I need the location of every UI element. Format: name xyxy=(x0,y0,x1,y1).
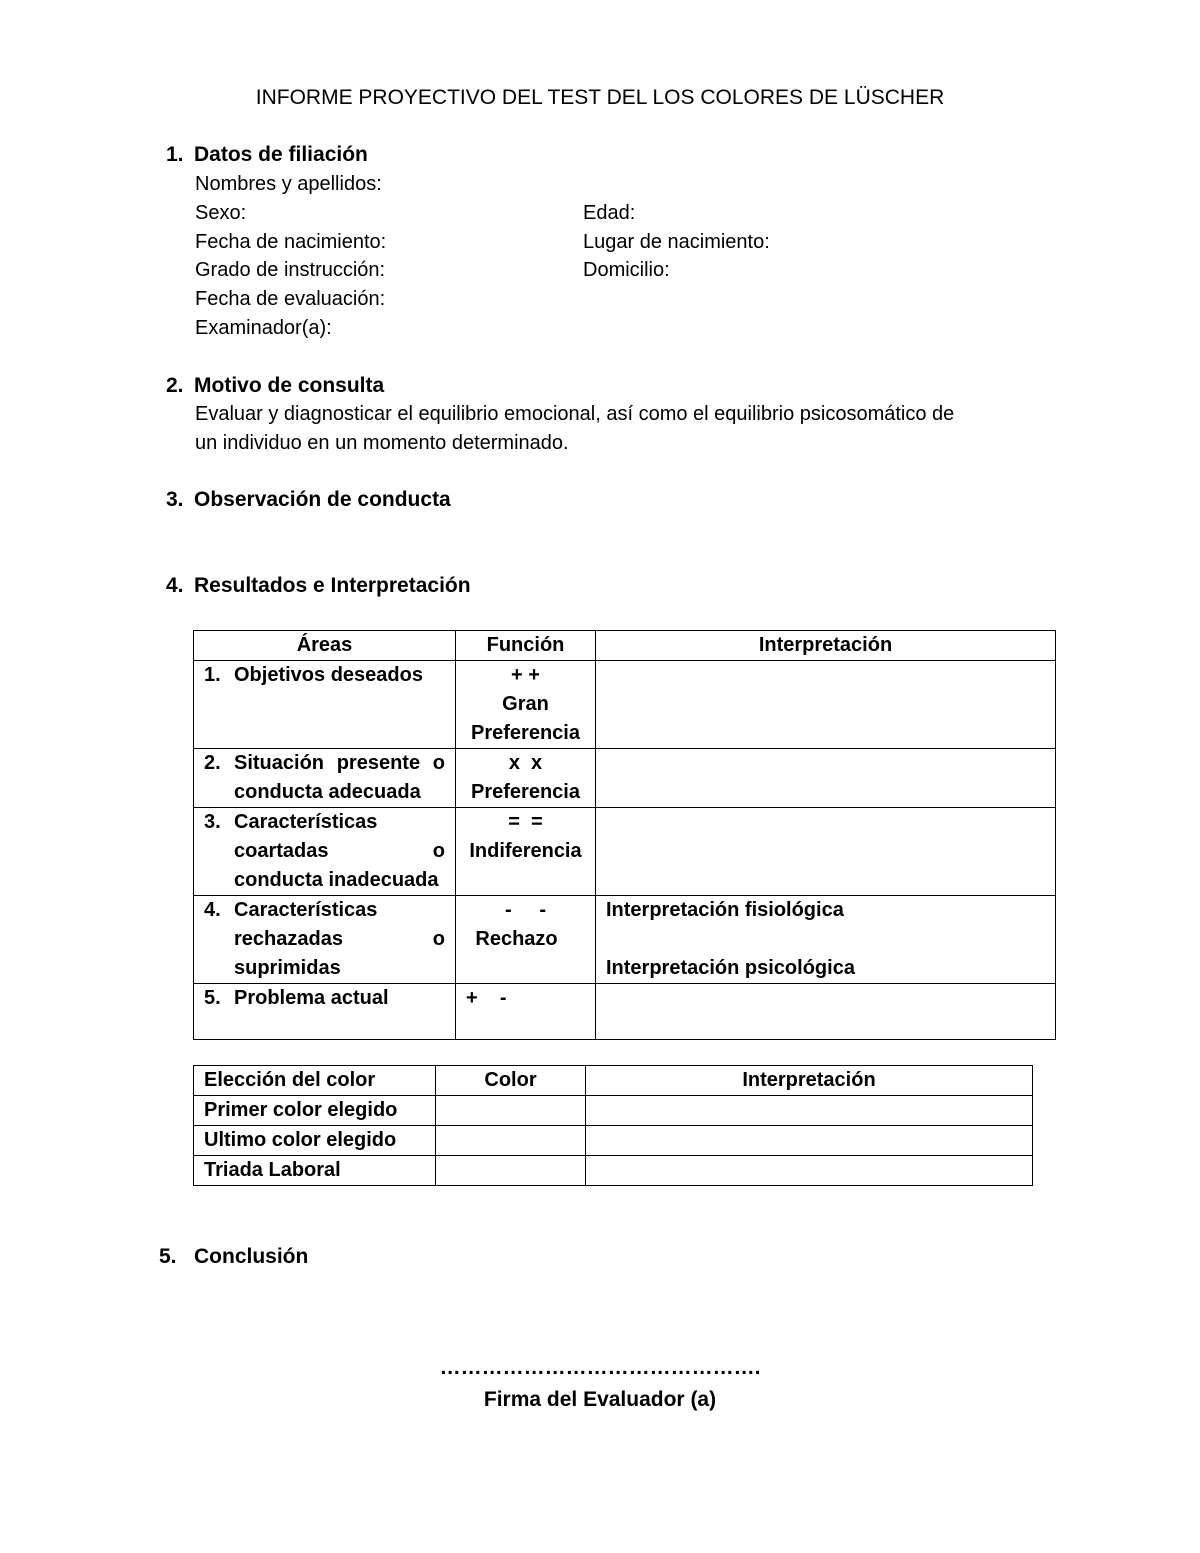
section-number: 3. xyxy=(166,488,184,511)
header-color: Color xyxy=(436,1066,586,1096)
area-number: 2. xyxy=(204,752,221,774)
function-text: Indiferencia xyxy=(469,840,582,862)
function-symbol: = = xyxy=(508,811,543,833)
signature-line: ………………………………………. xyxy=(439,1356,761,1379)
table-header-row xyxy=(194,631,1056,661)
function-text: Preferencia xyxy=(471,722,580,744)
area-cell xyxy=(194,896,456,984)
function-text: Rechazo xyxy=(475,928,558,950)
section-label: Conclusión xyxy=(194,1245,309,1268)
table-header-row xyxy=(194,1066,1033,1096)
section-1-heading xyxy=(166,143,368,167)
function-cell xyxy=(456,661,596,749)
area-text: Características xyxy=(234,811,378,833)
color-cell[interactable] xyxy=(436,1096,586,1126)
function-text: Preferencia xyxy=(471,781,580,803)
section-label: Observación de conducta xyxy=(194,488,451,511)
section-label: Datos de filiación xyxy=(194,143,368,166)
table-row xyxy=(194,661,1056,749)
section-number: 2. xyxy=(166,374,184,397)
area-text: Situación presente o xyxy=(234,752,445,774)
area-text: Problema actual xyxy=(234,987,389,1009)
choice-label: Triada Laboral xyxy=(194,1156,436,1186)
function-symbol: x x xyxy=(508,752,543,774)
area-cell xyxy=(194,984,456,1040)
header-funcion: Función xyxy=(456,631,596,661)
section-4-heading xyxy=(166,574,471,598)
section-label: Resultados e Interpretación xyxy=(194,574,471,597)
field-fecha-evaluacion: Fecha de evaluación: xyxy=(195,288,386,310)
areas-table xyxy=(193,630,1056,1040)
area-number: 3. xyxy=(204,811,221,833)
signature-label: Firma del Evaluador (a) xyxy=(483,1388,717,1411)
function-symbol: + + xyxy=(511,664,540,686)
field-examinador: Examinador(a): xyxy=(195,317,332,339)
interpretation-cell[interactable] xyxy=(586,1126,1033,1156)
interpretation-cell[interactable] xyxy=(596,984,1056,1040)
function-symbol: - - xyxy=(504,899,547,921)
area-text: Objetivos deseados xyxy=(234,664,423,686)
section-label: Motivo de consulta xyxy=(194,374,385,397)
field-grado-instruccion: Grado de instrucción: xyxy=(195,259,386,281)
section-number: 4. xyxy=(166,574,184,597)
field-lugar-nacimiento: Lugar de nacimiento: xyxy=(583,231,770,253)
field-fecha-nacimiento: Fecha de nacimiento: xyxy=(195,231,387,253)
area-text: rechazadas o xyxy=(234,928,445,950)
area-text: conducta inadecuada xyxy=(234,869,439,891)
field-sexo: Sexo: xyxy=(195,202,247,224)
color-cell[interactable] xyxy=(436,1126,586,1156)
area-number: 4. xyxy=(204,899,221,921)
section-number: 5. xyxy=(159,1245,177,1268)
document-title: INFORME PROYECTIVO DEL TEST DEL LOS COLORES DE LÜSCHER xyxy=(255,86,945,109)
motivo-line-1: Evaluar y diagnosticar el equilibrio emocional, así como el equilibrio psicosomático de xyxy=(195,403,955,425)
function-text: Gran xyxy=(502,693,549,715)
section-3-heading xyxy=(166,488,451,512)
area-cell xyxy=(194,749,456,808)
motivo-line-2: un individuo en un momento determinado. xyxy=(195,432,569,454)
interpretation-cell[interactable] xyxy=(596,749,1056,808)
table-row xyxy=(194,1156,1033,1186)
area-text: Características xyxy=(234,899,378,921)
section-2-heading xyxy=(166,374,384,398)
table-row xyxy=(194,749,1056,808)
header-eleccion: Elección del color xyxy=(194,1066,436,1096)
interpretation-text: Interpretación psicológica xyxy=(606,957,855,979)
interpretation-cell[interactable] xyxy=(596,896,1056,984)
color-table xyxy=(193,1065,1033,1186)
field-edad: Edad: xyxy=(583,202,636,224)
function-cell xyxy=(456,808,596,896)
interpretation-text: Interpretación fisiológica xyxy=(606,899,844,921)
area-number: 1. xyxy=(204,664,221,686)
section-5-heading xyxy=(159,1245,308,1269)
field-domicilio: Domicilio: xyxy=(583,259,670,281)
area-cell xyxy=(194,808,456,896)
table-row xyxy=(194,896,1056,984)
field-nombres: Nombres y apellidos: xyxy=(195,173,382,195)
header-interpretacion: Interpretación xyxy=(596,631,1056,661)
area-number: 5. xyxy=(204,987,221,1009)
area-text: coartadas o xyxy=(234,840,445,862)
function-symbol: + - xyxy=(466,987,507,1009)
interpretation-cell[interactable] xyxy=(596,808,1056,896)
choice-label: Ultimo color elegido xyxy=(194,1126,436,1156)
area-cell xyxy=(194,661,456,749)
table-row xyxy=(194,984,1056,1040)
color-cell[interactable] xyxy=(436,1156,586,1186)
table-row xyxy=(194,808,1056,896)
header-areas: Áreas xyxy=(194,631,456,661)
function-cell xyxy=(456,984,596,1040)
area-text: suprimidas xyxy=(234,957,341,979)
table-row xyxy=(194,1126,1033,1156)
table-row xyxy=(194,1096,1033,1126)
choice-label: Primer color elegido xyxy=(194,1096,436,1126)
area-text: conducta adecuada xyxy=(234,781,421,803)
interpretation-cell[interactable] xyxy=(586,1096,1033,1126)
function-cell xyxy=(456,896,596,984)
section-number: 1. xyxy=(166,143,184,166)
function-cell xyxy=(456,749,596,808)
interpretation-cell[interactable] xyxy=(586,1156,1033,1186)
header-interpretacion: Interpretación xyxy=(586,1066,1033,1096)
interpretation-cell[interactable] xyxy=(596,661,1056,749)
